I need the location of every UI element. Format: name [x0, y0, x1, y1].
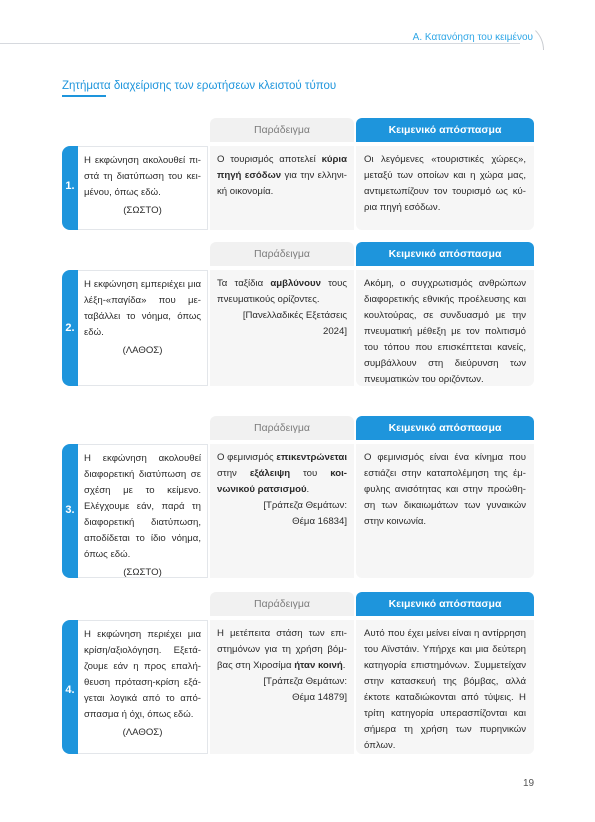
verdict: (ΣΩΣΤΟ): [123, 567, 162, 578]
example-text: του: [290, 468, 331, 479]
example-text: τους πνευματικούς ορίζοντες.: [217, 278, 347, 305]
tab-extract: Κειμενικό απόσπασμα: [356, 242, 534, 266]
description-text: Η εκφώνηση εμπεριέχει μια λέξη-«παγίδα» που μεταβάλλει το νόημα, όπως εδώ.: [84, 279, 201, 338]
page-number: 19: [523, 778, 535, 789]
example-text: στην: [217, 468, 250, 479]
table-row: [62, 620, 534, 754]
example-text: για την ελληνική οικονομία.: [217, 170, 347, 197]
table-row: [62, 444, 534, 578]
example-text: Ο φεμινισμός: [217, 452, 277, 463]
row-description: [78, 620, 208, 754]
row-example: [210, 270, 354, 386]
table-row: [62, 270, 534, 386]
example-text: Η μετέπειτα στάση των επιστημόνων για τη χρήση βόμβας στη Χιροσίμα: [217, 628, 347, 671]
row-example: [210, 620, 354, 754]
row-number: 1.: [65, 180, 75, 192]
tab-extract: Κειμενικό απόσπασμα: [356, 416, 534, 440]
row-number: 4.: [65, 684, 75, 696]
verdict: (ΣΩΣΤΟ): [123, 205, 162, 216]
row-extract: Ο φεμινισμός είναι ένα κίνημα που εστιάζει στην καταπολέμηση της έμφυλης ανισότητας και στην προώθηση των δικαιωμάτων των γυναικών στην κοινωνία.: [356, 444, 534, 578]
example-bold: επικεντρώνεται: [276, 452, 347, 463]
description-text: Η εκφώνηση ακολουθεί πιστά τη διατύπωση του κειμένου, όπως εδώ.: [84, 155, 201, 198]
example-bold: κοινωνικού ρατσισμού: [217, 468, 347, 495]
chapter-header: Α. Κατανόηση του κειμένου: [412, 32, 533, 43]
tab-example: Παράδειγμα: [210, 118, 354, 142]
row-extract: Οι λεγόμενες «τουριστικές χώρες», μεταξύ των οποίων και η χώρα μας, αντιμετωπίζουν τον τουρισμό ως κύρια πηγή εσόδων.: [356, 146, 534, 230]
section-title: Ζητήματα διαχείρισης των ερωτήσεων κλειστού τύπου: [62, 80, 337, 92]
example-bold: ήταν κοινή: [294, 660, 343, 671]
row-number-strip: [62, 270, 78, 386]
example-bold: κύρια πηγή εσόδων: [217, 154, 347, 181]
example-text: .: [342, 660, 346, 671]
row-extract: Αυτό που έχει μείνει είναι η αντίρρηση του Αϊνστάιν. Υπήρχε και μια δεύτερη κατηγορία επιστημόνων. Συμμετείχαν στην κατασκευή της βόμβας, αλλά έκτοτε καταδιώκονται από τύψεις. Η τρίτη κατηγορία υπερασπίζονται και σήμερα τη χρήση των πυρηνικών όπλων.: [356, 620, 534, 754]
table-row: [62, 146, 534, 230]
tab-example: Παράδειγμα: [210, 592, 354, 616]
verdict: (ΛΑΘΟΣ): [122, 727, 163, 738]
row-description: [78, 270, 208, 386]
example-source: Θέμα 14879]: [292, 692, 347, 703]
row-extract: Ακόμη, ο συγχρωτισμός ανθρώπων διαφορετικής εθνικής προέλευσης και κουλτούρας, σε συνδυασμό με την πνευματική μέθεξη με τον πολιτισμό του τόπου που επισκέπτεται κανείς, συμβάλλουν στη διεύρυνση των πνευματικών του οριζόντων.: [356, 270, 534, 386]
example-source: [Πανελλαδικές Εξετάσεις: [242, 310, 347, 321]
example-source: [Τράπεζα Θεμάτων:: [263, 500, 347, 511]
row-example: [210, 444, 354, 578]
row-description: [78, 146, 208, 230]
row-number: 3.: [65, 504, 75, 516]
example-source: 2024]: [322, 326, 347, 337]
tab-extract: Κειμενικό απόσπασμα: [356, 592, 534, 616]
example-text: Τα ταξίδια: [217, 278, 271, 289]
row-description: [78, 444, 208, 578]
tab-extract: Κειμενικό απόσπασμα: [356, 118, 534, 142]
row-number: 2.: [65, 322, 75, 334]
tab-example: Παράδειγμα: [210, 242, 354, 266]
row-number-strip: [62, 620, 78, 754]
example-text: Ο τουρισμός αποτελεί: [217, 154, 322, 165]
example-bold: εξάλειψη: [249, 468, 291, 479]
example-source: [Τράπεζα Θεμάτων:: [263, 676, 347, 687]
description-text: Η εκφώνηση ακολουθεί διαφορετική διατύπωση σε σχέση με το κείμενο. Ελέγχουμε εάν, παρά τη διαφορετική διατύπωση, αποδίδεται το ίδιο νόημα, όπως εδώ.: [84, 453, 201, 560]
example-text: .: [306, 484, 310, 495]
verdict: (ΛΑΘΟΣ): [122, 345, 163, 356]
tab-example: Παράδειγμα: [210, 416, 354, 440]
row-example: [210, 146, 354, 230]
example-source: Θέμα 16834]: [292, 516, 347, 527]
row-number-strip: [62, 444, 78, 578]
example-bold: αμβλύνουν: [270, 278, 321, 289]
description-text: Η εκφώνηση περιέχει μια κρίση/αξιολόγηση. Εξετάζουμε εάν η προς επαλήθευση πρόταση-κρίση εξάγεται λογικά από το απόσπασμα ή όχι, όπως εδώ.: [84, 629, 201, 720]
section-title-underline: [62, 95, 106, 97]
row-number-strip: [62, 146, 78, 230]
